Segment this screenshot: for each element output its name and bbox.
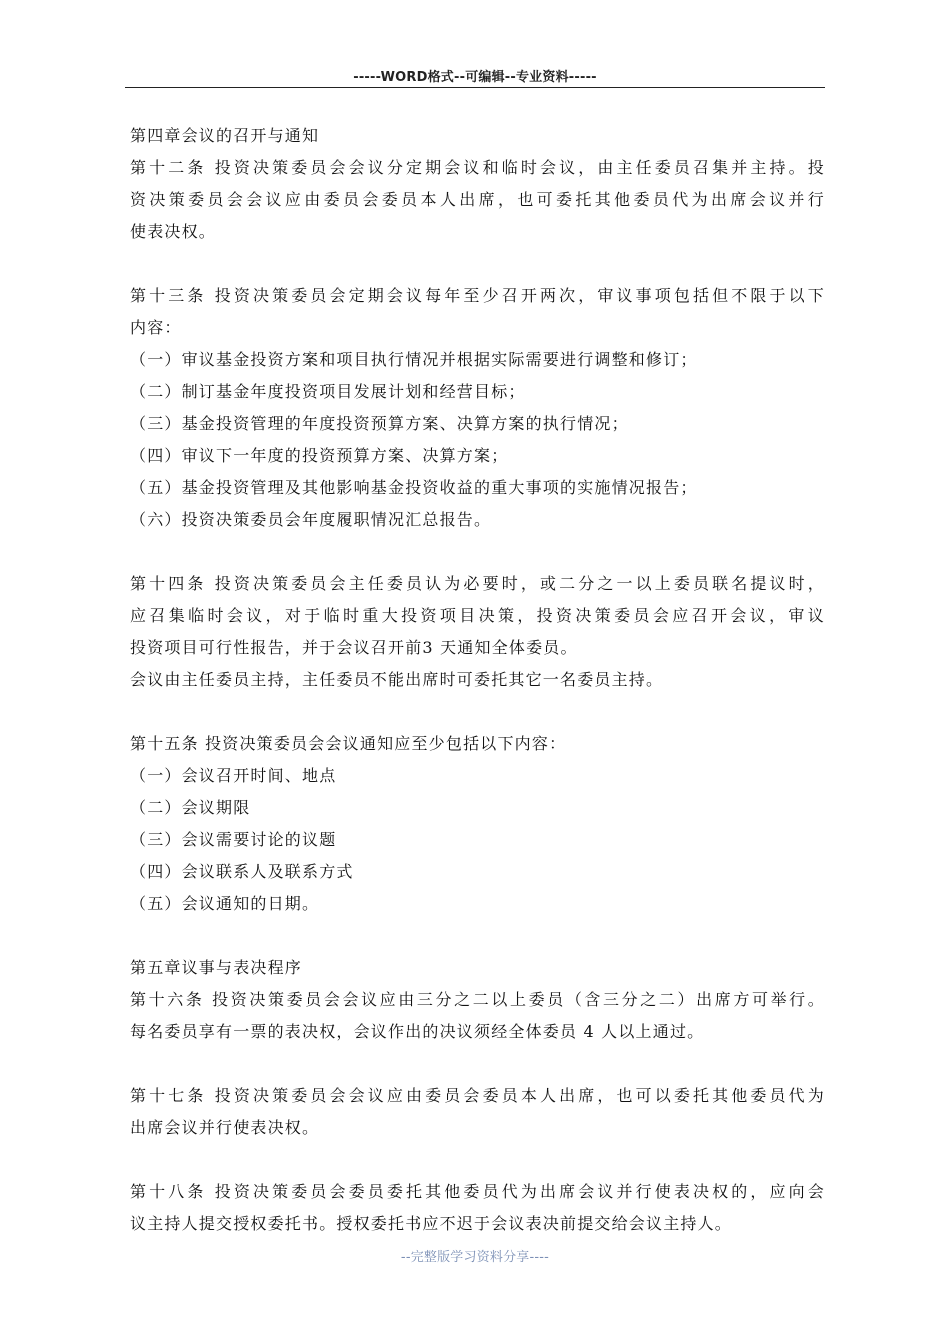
article-12-line-1: 第十二条 投资决策委员会会议分定期会议和临时会议，由主任委员召集并主持。投 (130, 158, 825, 177)
document-body (130, 120, 825, 1240)
article-14-line-2: 应召集临时会议，对于临时重大投资项目决策，投资决策委员会应召开会议，审议 (130, 606, 825, 625)
paragraph-gap (130, 536, 825, 568)
paragraph-gap (130, 696, 825, 728)
article-13-item-3: （三）基金投资管理的年度投资预算方案、决算方案的执行情况； (130, 414, 629, 433)
article-14-line-4: 会议由主任委员主持，主任委员不能出席时可委托其它一名委员主持。 (130, 670, 664, 689)
article-14-line-1: 第十四条 投资决策委员会主任委员认为必要时，或二分之一以上委员联名提议时， (130, 574, 825, 593)
article-12-line-3: 使表决权。 (130, 222, 217, 241)
article-18-line-1: 第十八条 投资决策委员会委员委托其他委员代为出席会议并行使表决权的，应向会 (130, 1182, 825, 1201)
article-18-line-2: 议主持人提交授权委托书。授权委托书应不迟于会议表决前提交给会议主持人。 (130, 1214, 733, 1233)
article-15-item-2: （二）会议期限 (130, 798, 251, 817)
article-13-line-1: 第十三条 投资决策委员会定期会议每年至少召开两次，审议事项包括但不限于以下 (130, 286, 825, 305)
chapter-5-title: 第五章议事与表决程序 (130, 958, 303, 977)
article-13-item-2: （二）制订基金年度投资项目发展计划和经营目标； (130, 382, 526, 401)
article-15-item-5: （五）会议通知的日期。 (130, 894, 320, 913)
article-16-line-1: 第十六条 投资决策委员会会议应由三分之二以上委员（含三分之二）出席方可举行。 (130, 990, 825, 1009)
article-17-line-1: 第十七条 投资决策委员会会议应由委员会委员本人出席，也可以委托其他委员代为 (130, 1086, 825, 1105)
article-13-line-2: 内容： (130, 318, 182, 337)
header-divider (125, 87, 825, 88)
article-13-item-5: （五）基金投资管理及其他影响基金投资收益的重大事项的实施情况报告； (130, 478, 698, 497)
article-15-item-4: （四）会议联系人及联系方式 (130, 862, 354, 881)
article-15-item-1: （一）会议召开时间、地点 (130, 766, 337, 785)
article-13-item-1: （一）审议基金投资方案和项目执行情况并根据实际需要进行调整和修订； (130, 350, 698, 369)
article-15-line-1: 第十五条 投资决策委员会会议通知应至少包括以下内容： (130, 734, 567, 753)
paragraph-gap (130, 248, 825, 280)
page-footer: --完整版学习资料分享---- (400, 1250, 550, 1265)
article-17-line-2: 出席会议并行使表决权。 (130, 1118, 320, 1137)
paragraph-gap (130, 1144, 825, 1176)
article-14-line-3: 投资项目可行性报告，并于会议召开前3 天通知全体委员。 (130, 638, 578, 657)
page-header: -----WORD格式--可编辑--专业资料----- (353, 70, 597, 85)
chapter-4-title: 第四章会议的召开与通知 (130, 126, 320, 145)
paragraph-gap (130, 920, 825, 952)
article-15-item-3: （三）会议需要讨论的议题 (130, 830, 337, 849)
article-13-item-6: （六）投资决策委员会年度履职情况汇总报告。 (130, 510, 492, 529)
article-13-item-4: （四）审议下一年度的投资预算方案、决算方案； (130, 446, 509, 465)
article-12-line-2: 资决策委员会会议应由委员会委员本人出席，也可委托其他委员代为出席会议并行 (130, 190, 825, 209)
article-16-line-2: 每名委员享有一票的表决权，会议作出的决议须经全体委员 4 人以上通过。 (130, 1022, 705, 1041)
paragraph-gap (130, 1048, 825, 1080)
